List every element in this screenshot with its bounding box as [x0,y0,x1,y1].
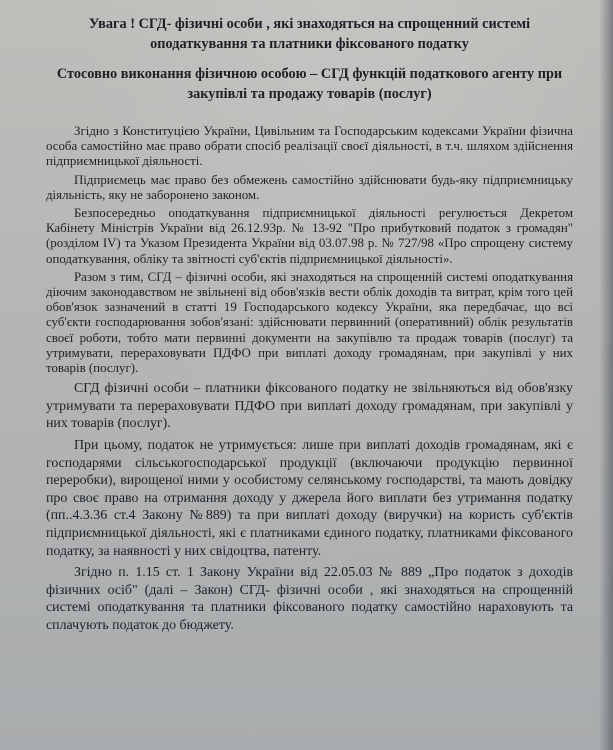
document-body [46,124,573,635]
subject-heading: Стосовно виконання фізичною особою – СГД функцій податкового агенту при закупівлі та продажу товарів (послуг) [56,66,563,102]
paragraph-exemptions: При цьому, податок не утримується: лише при виплаті доходів громадянам, які є господарями сільськогосподарської продукції (включаючи продукцію первинної переробки), вирощеної ними у особистому селянському господарстві, та мають довідку про своє право на отримання доходу у джерела його виплати без утримання податку (пп..4.3.36 ст.4 Закону №889) та при виплаті доходу (виручки) на користь суб'єктів підприємницької діяльності, які є платниками єдиного податку, платниками фіксованого податку, за наявності у них свідоцтва, патенту. [46,438,573,559]
paragraph-law-889: Згідно п. 1.15 ст. 1 Закону України від 22.05.03 № 889 „Про податок з доходів фізичних осіб" (далі – Закон) СГД- фізичні особи , які знаходяться на спрощенній системі оподаткування та платники фіксованого податку самостійно нараховують та сплачують податок до бюджету. [46,565,573,633]
paragraph-accounting-duty: Разом з тим, СГД – фізичні особи, які знаходяться на спрощенній системі оподаткування діючим законодавством не звільнені від обов'язків вести облік доходів та витрат, крім того цей обов'язок зазначений в статті 19 Господарського кодексу України, яка передбачає, що всі суб'єкти господарювання зобов'язані: здійснювати первинний (оперативний) облік результатів своєї роботи, тобто мати первинні документи на закупівлю та продаж товарів (послуг) та утримувати, перераховувати ПДФО при виплаті доходу громадянам, при закупівлі у них товарів (послуг). [46,269,573,376]
notice-heading: Увага ! СГД- фізичні особи , які знаходяться на спрощенний системі оподаткування та платники фіксованого податку [88,16,531,52]
paragraph-entrepreneur-right: Підприємець має право без обмежень самостійно здійснювати будь-яку підприємницьку діяльність, яку не заборонено законом. [46,172,573,202]
paragraph-taxation-regulation: Безпосередньо оподаткування підприємницької діяльності регулюється Декретом Кабінету Міністрів України від 26.12.93р. № 13-92 "Про прибутковий податок з громадян" (розділом IV) та Указом Президента України від 03.07.98 р. № 727/98 «Про спрощену систему оподаткування, обліку та звітності суб'єктів підприємницької діяльності». [46,206,573,266]
paragraph-constitution: Згідно з Конституцією України, Цивільним та Господарським кодексами України фізична особа самостійно має право обрати спосіб реалізації своєї діяльності, в т.ч. шляхом здійснення підприємницької діяльності. [46,124,573,169]
paragraph-fixed-tax-payers: СГД фізичні особи – платники фіксованого податку не звільняються від обов'язку утримувати та перераховувати ПДФО при виплаті доходу громадянам, при закупівлі у них товарів (послуг). [46,381,573,432]
